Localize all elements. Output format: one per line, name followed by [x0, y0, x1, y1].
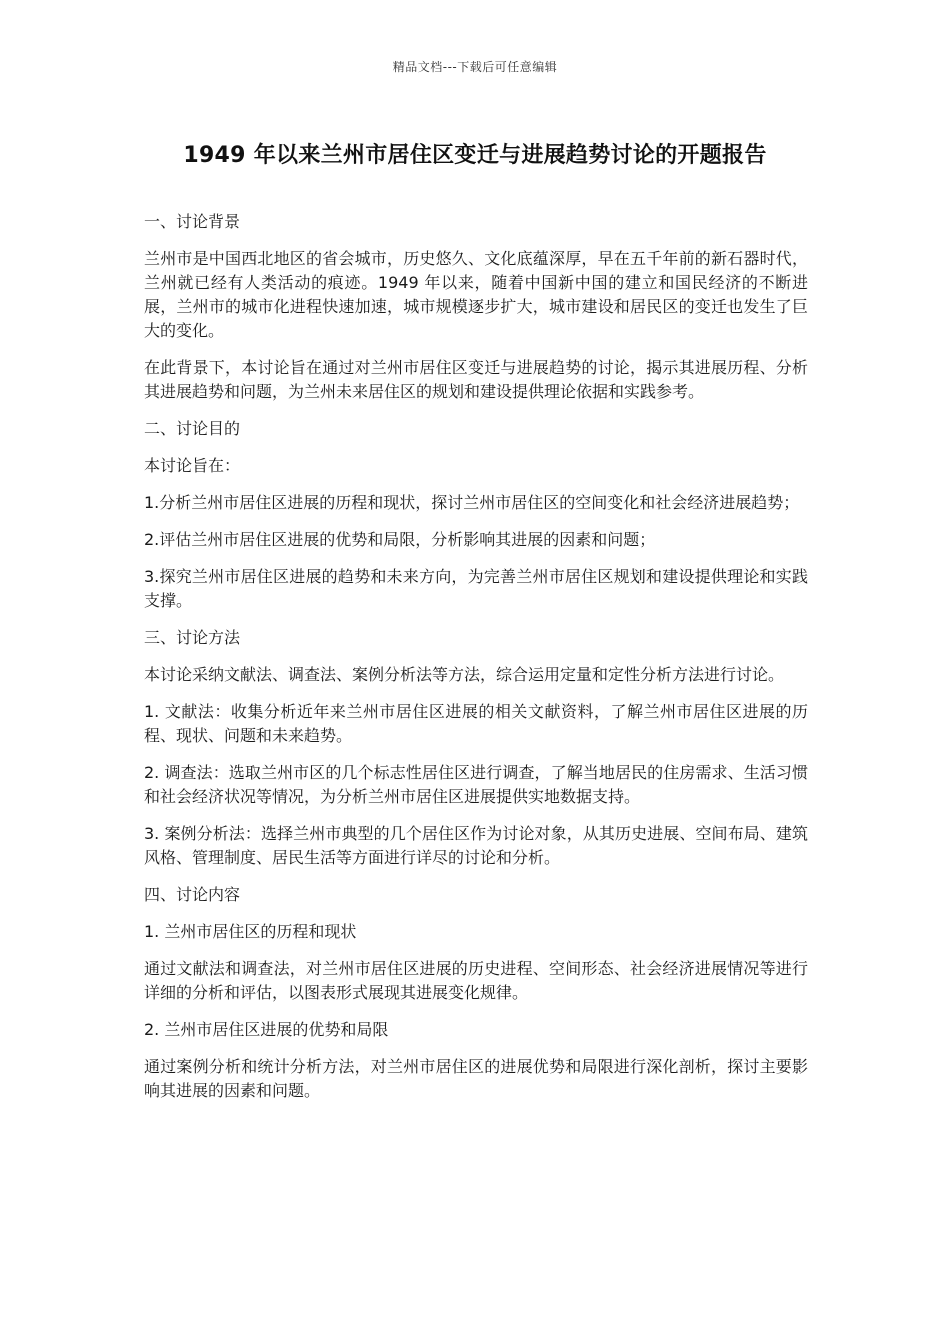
paragraph: 兰州市是中国西北地区的省会城市，历史悠久、文化底蕴深厚，早在五千年前的新石器时代，兰州就已经有人类活动的痕迹。1949 年以来，随着中国新中国的建立和国民经济的不断进展，兰州市的城市化进程快速加速，城市规模逐步扩大，城市建设和居民区的变迁也发生了巨大的变化。	[144, 249, 808, 340]
list-item: 1.分析兰州市居住区进展的历程和现状，探讨兰州市居住区的空间变化和社会经济进展趋势；	[144, 493, 800, 512]
subheading: 2. 兰州市居住区进展的优势和局限	[144, 1020, 389, 1039]
subheading: 1. 兰州市居住区的历程和现状	[144, 922, 357, 941]
list-item: 2. 调查法：选取兰州市区的几个标志性居住区进行调查，了解当地居民的住房需求、生活习惯和社会经济状况等情况，为分析兰州市居住区进展提供实地数据支持。	[144, 763, 808, 806]
list-item: 1. 文献法：收集分析近年来兰州市居住区进展的相关文献资料，了解兰州市居住区进展的历程、现状、问题和未来趋势。	[144, 702, 808, 745]
document-title: 1949 年以来兰州市居住区变迁与进展趋势讨论的开题报告	[183, 143, 767, 168]
list-item: 3. 案例分析法：选择兰州市典型的几个居住区作为讨论对象，从其历史进展、空间布局、建筑风格、管理制度、居民生活等方面进行详尽的讨论和分析。	[144, 824, 808, 867]
paragraph: 本讨论采纳文献法、调查法、案例分析法等方法，综合运用定量和定性分析方法进行讨论。	[144, 665, 785, 684]
paragraph: 通过文献法和调查法，对兰州市居住区进展的历史进程、空间形态、社会经济进展情况等进行详细的分析和评估，以图表形式展现其进展变化规律。	[144, 959, 808, 1002]
document-body	[144, 210, 808, 1116]
paragraph: 通过案例分析和统计分析方法，对兰州市居住区的进展优势和局限进行深化剖析，探讨主要影响其进展的因素和问题。	[144, 1057, 808, 1100]
section-heading-purpose: 二、讨论目的	[144, 419, 241, 438]
list-item: 2.评估兰州市居住区进展的优势和局限，分析影响其进展的因素和问题；	[144, 530, 656, 549]
section-heading-method: 三、讨论方法	[144, 628, 241, 647]
section-heading-background: 一、讨论背景	[144, 212, 241, 231]
paragraph: 本讨论旨在：	[144, 456, 241, 475]
paragraph: 在此背景下，本讨论旨在通过对兰州市居住区变迁与进展趋势的讨论，揭示其进展历程、分析其进展趋势和问题，为兰州未来居住区的规划和建设提供理论依据和实践参考。	[144, 358, 808, 401]
list-item: 3.探究兰州市居住区进展的趋势和未来方向，为完善兰州市居住区规划和建设提供理论和实践支撑。	[144, 567, 808, 610]
header-note: 精品文档---下载后可任意编辑	[392, 60, 558, 74]
section-heading-content: 四、讨论内容	[144, 885, 241, 904]
